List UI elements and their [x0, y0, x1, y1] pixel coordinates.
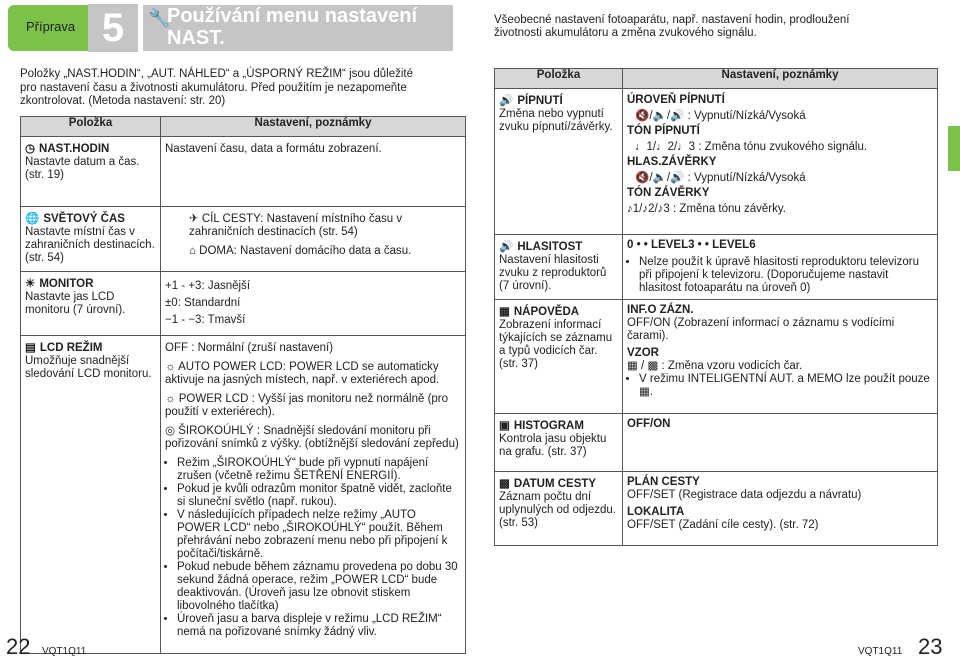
sound-level-icon: 🔇/🔈/🔊 [635, 109, 685, 122]
doc-code-left: VQT1Q11 [42, 646, 87, 657]
column-header: Nastavení, poznámky [623, 69, 938, 89]
page-title: Používání menu nastavení NAST. [143, 5, 453, 51]
header-description: Všeobecné nastavení fotoaparátu, např. nastavení hodin, prodloužení životnosti akumulátoru a změna zvukového signálu. [494, 14, 850, 39]
list-item: • Úroveň jasu a barva displeje v režimu „LCD REŽIM“ nemá na pořizované snímky žádný vliv. [177, 613, 461, 639]
suitcase-icon: ▩ [499, 478, 510, 490]
settings-table-left [20, 116, 466, 654]
shutter-tone-icon: ♪1/♪2/♪3 [627, 202, 670, 215]
clock-icon: ◷ [25, 143, 36, 155]
auto-power-lcd-icon: ☼ [165, 361, 176, 373]
column-header: Položka [495, 69, 623, 89]
power-lcd-icon: ☼ [165, 393, 176, 405]
tone-icon: ♩1/♩2/♩3 [635, 140, 696, 153]
list-item: • Pokud je kvůli odrazům monitor špatně vidět, zacloňte si sluneční světlo (např. rukou). [177, 483, 461, 509]
chapter-number: 5 [88, 4, 138, 52]
column-header: Nastavení, poznámky [161, 117, 466, 137]
shutter-volume-icon: 🔇/🔈/🔊 [635, 171, 685, 184]
home-icon: ⌂ [189, 245, 196, 257]
section-tab: Příprava [8, 5, 88, 51]
list-item: • V následujících případech nelze režimy „AUTO POWER LCD“ nebo „ŠIROKOÚHLÝ“ použít. Během přehrávání nebo zobrazení menu nebo při připojení k počítači/tiskárně. [177, 509, 461, 561]
doc-code-right: VQT1Q11 [858, 646, 903, 657]
lcd-icon: ▤ [25, 342, 36, 354]
wide-angle-icon: ◎ [165, 425, 176, 437]
globe-icon: 🌐 [25, 213, 40, 225]
list-item: • V režimu INTELIGENTNÍ AUT. a MEMO lze použít pouze ▦. [639, 373, 933, 399]
speaker-icon: 🔊 [499, 95, 514, 107]
side-tab-marker [948, 126, 960, 171]
table-row: ◷ NAST.HODIN Nastavte datum a čas. (str. 19) Nastavení času, data a formátu zobrazení. [21, 137, 466, 207]
intro-text: Položky „NAST.HODIN“, „AUT. NÁHLED“ a „ÚSPORNÝ REŽIM“ jsou důležité pro nastavení času a životnosti akumulátoru. Před použitím je nezapomeňte zkontrolovat. (Metoda nastavení: str. 20) [20, 68, 413, 107]
plane-icon: ✈ [189, 213, 199, 225]
grid-icon: ▦ [499, 306, 510, 318]
table-row: 🔊 PÍPNUTÍ Změna nebo vypnutí zvuku pípnutí/závěrky. ÚROVEŇ PÍPNUTÍ 🔇/🔈/🔊 : Vypnutí/Nízká/Vysoká TÓN PÍPNUTÍ ♩1/♩2/♩3 : Změna tónu zvukového signálu. HLAS.ZÁVĚRKY 🔇/🔈/🔊 : Vypnutí/Nízká/Vysoká TÓN ZÁVĚRKY ♪1/♪2/♪3 : Změna tónu závěrky. [495, 89, 938, 235]
grid-pattern-icon: ▦ / ▩ [627, 360, 659, 372]
histogram-icon: ▣ [499, 420, 510, 432]
list-item: • Režim „ŠIROKOÚHLÝ“ bude při vypnutí napájení zrušen (včetně režimu ŠETŘENÍ ENERGIÍ). [177, 457, 461, 483]
wrench-icon: 🔧 [148, 8, 171, 28]
table-row: ▤ LCD REŽIM Umožňuje snadnější sledování LCD monitoru. OFF : Normální (zruší nastavení) ☼ AUTO POWER LCD: POWER LCD se automaticky aktivuje na jasných místech, např. v exteriérech apod. ☼ POWER LCD : Vyšší jas monitoru než normálně (pro použití v exteriérech). ◎ ŠIROKOÚHLÝ : Snadnější sledování monitoru při pořizování snímků z výšky. (obtížnější sledování zepředu) • Režim „ŠIROKOÚHLÝ“ bude při vypnutí napájení zrušen (včetně režimu ŠETŘENÍ ENERGIÍ). • Pokud je kvůli odrazům monitor špatně vidět, zacloňte si sluneční světlo (např. rukou). • V následujících případech nelze režimy „AUTO POWER LCD“ nebo „ŠIROKOÚHLÝ“ použít. Během přehrávání nebo zobrazení menu nebo při připojení k počítači/tiskárně. • Pokud nebude během záznamu provedena po dobu 30 sekund žádná operace, režim „POWER LCD“ bude deaktivován. (Úroveň jasu lze obnovit stiskem libovolného tlačítka) • Úroveň jasu a barva displeje v režimu „LCD REŽIM“ nemá na pořizované snímky žádný vliv. [21, 336, 466, 654]
table-row: ▣ HISTOGRAM Kontrola jasu objektu na grafu. (str. 37) OFF/ON [495, 414, 938, 472]
list-item: • Nelze použít k úpravě hlasitosti reproduktoru televizoru při připojení k televizoru. (Doporučujeme nastavit hlasitost fotoaparátu na úroveň 0) [639, 256, 933, 295]
grid-small-icon: ▦. [639, 386, 654, 398]
table-row: ☀ MONITOR Nastavte jas LCD monitoru (7 úrovní). +1 - +3: Jasnější ±0: Standardní −1 - −3: Tmavší [21, 272, 466, 336]
column-header: Položka [21, 117, 161, 137]
table-row: 🔊 HLASITOST Nastavení hlasitosti zvuku z reproduktorů (7 úrovní). 0 • • LEVEL3 • • LEVEL6 • Nelze použít k úpravě hlasitosti reproduktoru televizoru při připojení k televizoru. (Doporučujeme nastavit hlasitost fotoaparátu na úroveň 0) [495, 235, 938, 300]
brightness-icon: ☀ [25, 278, 36, 290]
list-item: • Pokud nebude během záznamu provedena po dobu 30 sekund žádná operace, režim „POWER LCD“ bude deaktivován. (Úroveň jasu lze obnovit stiskem libovolného tlačítka) [177, 561, 461, 613]
table-row: ▦ NÁPOVĚDA Zobrazení informací týkajících se záznamu a typů vodicích čar. (str. 37) INF.O ZÁZN. OFF/ON (Zobrazení informací o záznamu s vodícími čarami). VZOR ▦ / ▩ : Změna vzoru vodicích čar. • V režimu INTELIGENTNÍ AUT. a MEMO lze použít pouze ▦. [495, 300, 938, 414]
volume-icon: 🔊 [499, 241, 514, 253]
settings-table-right [494, 68, 938, 546]
page-number-right: 23 [918, 634, 943, 659]
page-number-left: 22 [6, 634, 31, 659]
table-row: ▩ DATUM CESTY Záznam počtu dní uplynulých od odjezdu. (str. 53) PLÁN CESTY OFF/SET (Registrace data odjezdu a návratu) LOKALITA OFF/SET (Zadání cíle cesty). (str. 72) [495, 472, 938, 546]
table-row: 🌐 SVĚTOVÝ ČAS Nastavte místní čas v zahraničních destinacích. (str. 54) ✈ CÍL CESTY: Nastavení místního času v zahraničních destinacích (str. 54) ⌂ DOMA: Nastavení domácího data a času. [21, 207, 466, 272]
